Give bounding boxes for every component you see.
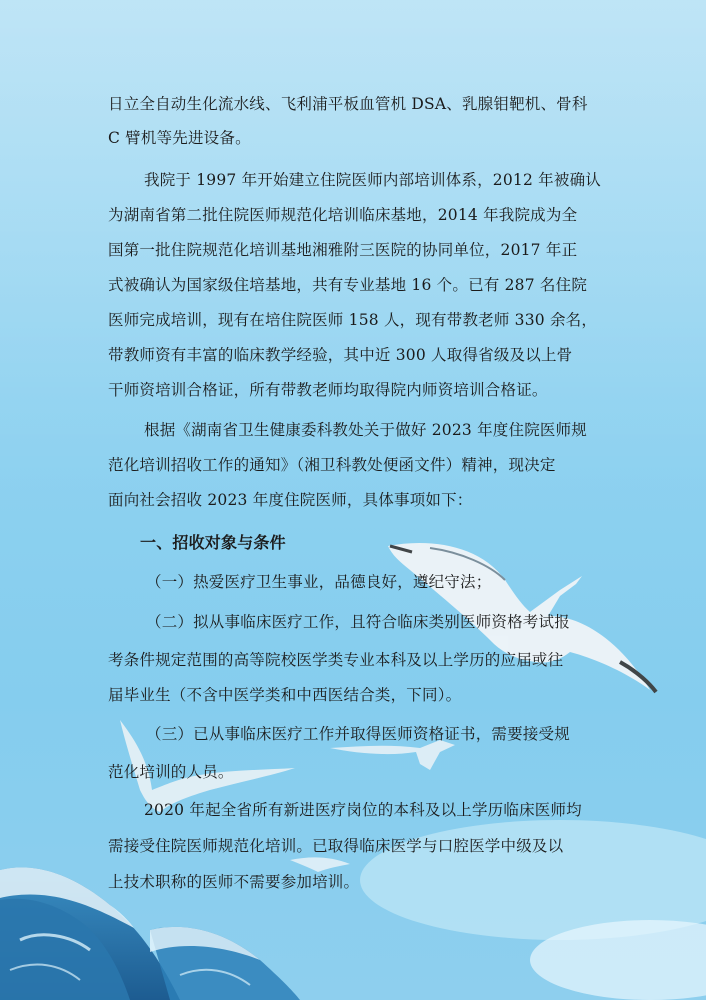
text-line: 式被确认为国家级住培基地，共有专业基地 16 个。已有 287 名住院	[108, 276, 588, 294]
list-item: （一）热爱医疗卫生事业，品德良好，遵纪守法；	[146, 573, 492, 591]
paragraph-first-line: 2020 年起全省所有新进医疗岗位的本科及以上学历临床医师均	[144, 801, 582, 819]
text-line: 医师完成培训，现有在培住院医师 158 人，现有带教老师 330 余名，	[108, 311, 598, 329]
paragraph-first-line: 根据《湖南省卫生健康委科教处关于做好 2023 年度住院医师规	[144, 421, 588, 439]
text-line: 面向社会招收 2023 年度住院医师，具体事项如下：	[108, 491, 473, 509]
text-line: 为湖南省第二批住院医师规范化培训临床基地，2014 年我院成为全	[108, 206, 578, 224]
text-line: 范化培训招收工作的通知》（湘卫科教处便函文件）精神，现决定	[108, 456, 556, 474]
paragraph-first-line: 我院于 1997 年开始建立住院医师内部培训体系，2012 年被确认	[144, 171, 601, 189]
text-line: 届毕业生（不含中医学类和中西医结合类，下同）。	[108, 686, 462, 704]
text-line: 需接受住院医师规范化培训。已取得临床医学与口腔医学中级及以	[108, 837, 564, 855]
list-item: （三）已从事临床医疗工作并取得医师资格证书，需要接受规	[146, 725, 570, 743]
text-line: 日立全自动生化流水线、飞利浦平板血管机 DSA、乳腺钼靶机、骨科	[108, 95, 588, 113]
text-line: 带教师资有丰富的临床教学经验，其中近 300 人取得省级及以上骨	[108, 346, 573, 364]
text-line: C 臂机等先进设备。	[108, 129, 251, 147]
text-line: 干师资培训合格证，所有带教老师均取得院内师资培训合格证。	[108, 381, 548, 399]
text-line: 考条件规定范围的高等院校医学类专业本科及以上学历的应届或往	[108, 651, 564, 669]
text-line: 上技术职称的医师不需要参加培训。	[108, 873, 360, 891]
text-line: 范化培训的人员。	[108, 763, 234, 781]
text-line: 国第一批住院规范化培训基地湘雅附三医院的协同单位，2017 年正	[108, 241, 578, 259]
list-item: （二）拟从事临床医疗工作，且符合临床类别医师资格考试报	[146, 613, 570, 631]
section-heading: 一、招收对象与条件	[140, 533, 286, 552]
